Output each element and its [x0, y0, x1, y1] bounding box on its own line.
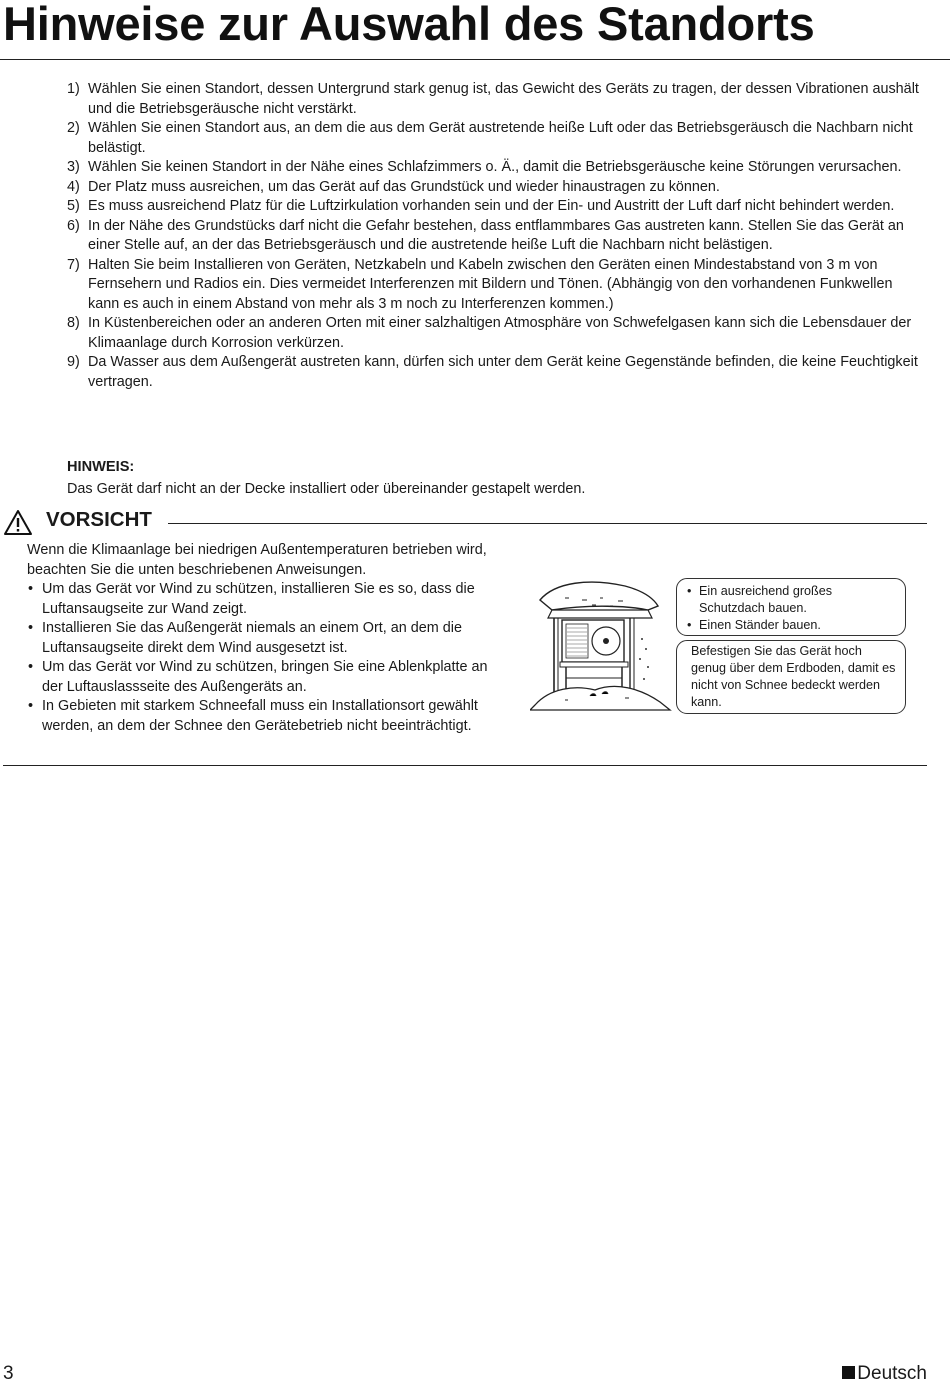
language-label: Deutsch — [842, 1363, 927, 1385]
list-item — [67, 158, 927, 178]
list-item — [67, 217, 927, 256]
caution-rule — [168, 523, 927, 524]
list-item — [67, 119, 927, 158]
item-number: 5) — [67, 198, 80, 214]
page-number: 3 — [3, 1363, 14, 1384]
note-heading: HINWEIS: — [67, 459, 135, 475]
callout-item: • Ein ausreichend großes Schutzdach bauen. — [687, 584, 833, 615]
item-text: Es muss ausreichend Platz für die Luftzirkulation vorhanden sein und der Ein- und Austritt der Luft darf nicht behindert werden. — [88, 198, 895, 214]
item-number: 1) — [67, 81, 80, 97]
caution-intro: Wenn die Klimaanlage bei niedrigen Außentemperaturen betrieben wird, beachten Sie die unten beschriebenen Anweisungen. — [27, 542, 487, 578]
bullet-icon: • — [28, 581, 34, 597]
callout-item: • Einen Ständer bauen. — [687, 618, 821, 632]
list-item — [27, 697, 509, 736]
list-item — [67, 80, 927, 119]
site-selection-list — [67, 80, 927, 392]
snow-shelter-illustration — [530, 570, 680, 720]
list-item — [67, 353, 927, 392]
bullet-icon: • — [28, 698, 34, 714]
bullet-icon: • — [687, 584, 692, 598]
list-item — [27, 619, 509, 658]
square-icon — [842, 1366, 855, 1379]
list-item — [27, 580, 509, 619]
bullet-text: Um das Gerät vor Wind zu schützen, bringen Sie eine Ablenkplatte an der Luftauslassseite des Außengeräts an. — [42, 659, 488, 695]
bullet-icon: • — [28, 620, 34, 636]
bullet-text: In Gebieten mit starkem Schneefall muss ein Installationsort gewählt werden, an dem der Schnee den Gerätebetrieb nicht beeinträchtigt. — [42, 698, 478, 734]
item-number: 6) — [67, 217, 80, 234]
callout-height: Befestigen Sie das Gerät hoch genug über dem Erdboden, damit es nicht von Schnee bedeckt werden kann. — [676, 640, 906, 714]
item-number: 2) — [67, 120, 80, 136]
bullet-icon: • — [687, 618, 692, 632]
item-text: In der Nähe des Grundstücks darf nicht die Gefahr bestehen, dass entflammbares Gas austreten kann. Stellen Sie das Gerät an einer Stelle auf, an der das Betriebsgeräusch und die austretende heiße Luft die Nachbarn nicht belästigen. — [88, 217, 904, 253]
item-text: Wählen Sie keinen Standort in der Nähe eines Schlafzimmers o. Ä., damit die Betriebsgeräusche keine Störungen verursachen. — [88, 159, 902, 175]
list-item — [67, 314, 927, 353]
list-item — [67, 197, 927, 217]
item-number: 9) — [67, 354, 80, 370]
list-item — [67, 256, 927, 315]
bullet-icon: • — [28, 659, 34, 675]
callout-roof-stand — [676, 578, 906, 636]
item-text: In Küstenbereichen oder an anderen Orten mit einer salzhaltigen Atmosphäre von Schwefelgasen kann sich die Lebensdauer der Klimaanlage durch Korrosion verkürzen. — [88, 315, 912, 351]
item-text: Wählen Sie einen Standort aus, an dem die aus dem Gerät austretende heiße Luft oder das Betriebsgeräusch die Nachbarn nicht belästigt. — [88, 120, 913, 156]
bullet-text: Installieren Sie das Außengerät niemals an einem Ort, an dem die Luftansaugseite direkt dem Wind ausgesetzt ist. — [42, 620, 462, 656]
caution-bullet-list — [27, 580, 509, 736]
bullet-text: Um das Gerät vor Wind zu schützen, installieren Sie es so, dass die Luftansaugseite zur Wand zeigt. — [42, 581, 475, 617]
section-end-rule — [3, 765, 927, 766]
title-rule — [0, 59, 950, 60]
caution-heading: VORSICHT — [46, 508, 158, 532]
item-text: Da Wasser aus dem Außengerät austreten kann, dürfen sich unter dem Gerät keine Gegenstände befinden, die keine Feuchtigkeit vertragen. — [88, 354, 918, 390]
note-text: Das Gerät darf nicht an der Decke installiert oder übereinander gestapelt werden. — [67, 481, 586, 497]
item-text: Der Platz muss ausreichen, um das Gerät auf das Grundstück und wieder hinaustragen zu können. — [88, 178, 720, 195]
item-text: Wählen Sie einen Standort, dessen Untergrund stark genug ist, das Gewicht des Geräts zu tragen, der dessen Vibrationen aushält und die Betriebsgeräusche nicht verstärkt. — [88, 81, 919, 117]
item-text: Halten Sie beim Installieren von Geräten, Netzkabeln und Kabeln zwischen den Geräten einen Mindestabstand von 3 m von Fernsehern und Radios ein. Dies vermeidet Interferenzen mit Bildern und Tönen. (Abhängig von den vorhandenen Funkwellen kann es auch in einem Abstand von mehr als 3 m noch zu Interferenzen kommen.) — [88, 256, 893, 312]
item-number: 7) — [67, 256, 80, 273]
list-item — [67, 178, 927, 198]
caution-header — [3, 508, 927, 538]
list-item — [27, 658, 509, 697]
item-number: 4) — [67, 178, 80, 195]
warning-triangle-icon — [3, 509, 33, 541]
item-number: 8) — [67, 315, 80, 331]
page-title: Hinweise zur Auswahl des Standorts — [3, 0, 815, 50]
item-number: 3) — [67, 159, 80, 175]
